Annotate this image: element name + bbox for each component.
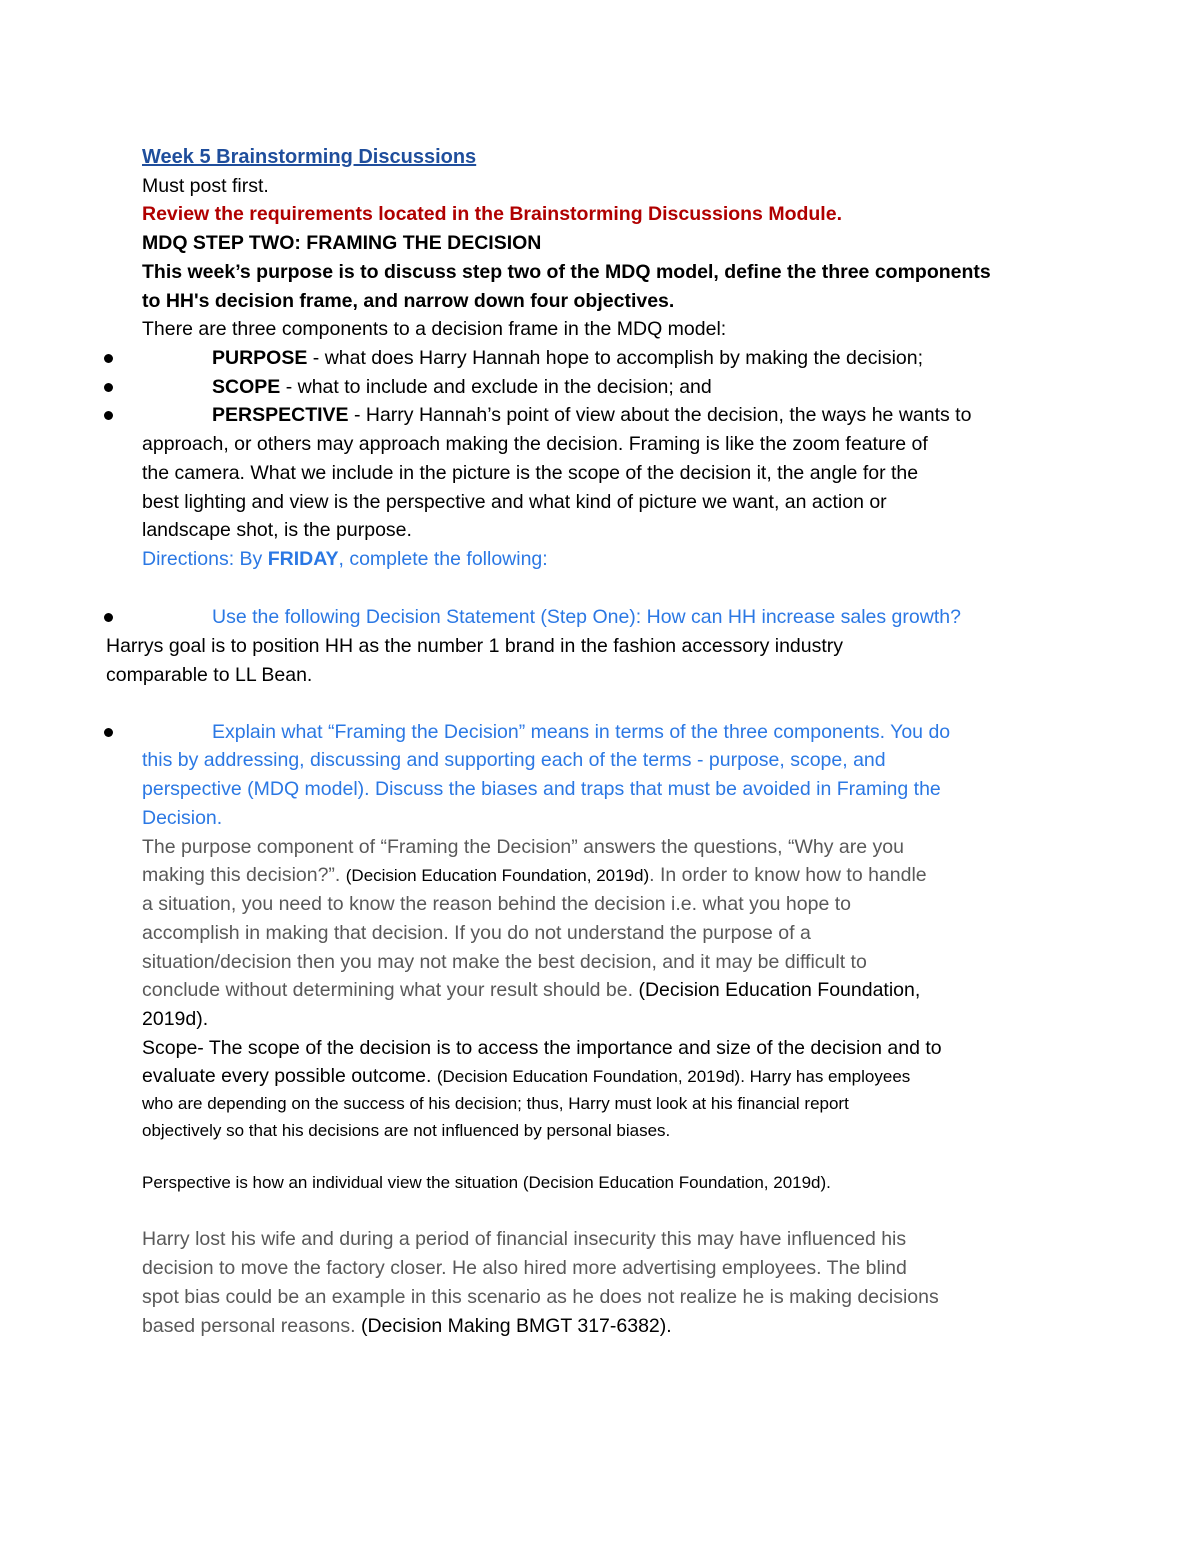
component-term: SCOPE [212, 376, 281, 398]
perspective-continued: the camera. What we include in the picture is the scope of the decision it, the angle for the [142, 462, 919, 484]
bullet-icon [104, 354, 113, 363]
scope-answer-line: objectively so that his decisions are not influenced by personal biases. [142, 1121, 671, 1140]
bullet-icon [104, 383, 113, 392]
scope-answer-line [142, 1062, 910, 1091]
purpose-answer-line: a situation, you need to know the reason behind the decision i.e. what you hope to [142, 893, 851, 915]
purpose-answer-line: 2019d). [142, 1008, 209, 1030]
task-explain-line: perspective (MDQ model). Discuss the biases and traps that must be avoided in Framing the [142, 778, 941, 800]
harry-paragraph-line [142, 1312, 672, 1340]
harry-paragraph-line: Harry lost his wife and during a period of financial insecurity this may have influenced his [142, 1228, 907, 1250]
goal-line: comparable to LL Bean. [106, 664, 313, 686]
purpose-statement-line: This week’s purpose is to discuss step two of the MDQ model, define the three components [142, 261, 991, 283]
components-intro: There are three components to a decision frame in the MDQ model: [142, 318, 727, 340]
directions-prefix: Directions: By [142, 548, 268, 570]
perspective-continued: approach, or others may approach making the decision. Framing is like the zoom feature of [142, 433, 928, 455]
bullet-icon [104, 613, 113, 622]
task-explain-line: Explain what “Framing the Decision” means in terms of the three components. You do [212, 721, 951, 743]
directions-day: FRIDAY [267, 548, 339, 570]
bullet-icon [104, 728, 113, 737]
component-term: PERSPECTIVE [212, 404, 349, 426]
purpose-answer-line [142, 861, 927, 890]
component-desc: - Harry Hannah’s point of view about the decision, the ways he wants to [348, 404, 972, 426]
answer-text: based personal reasons. [142, 1315, 361, 1337]
scope-answer-line: who are depending on the success of his decision; thus, Harry must look at his financial report [142, 1094, 849, 1113]
citation: (Decision Education Foundation, 2019d). Harry has employees [436, 1067, 911, 1086]
citation: (Decision Making BMGT 317-6382). [360, 1315, 672, 1337]
component-perspective [212, 401, 971, 429]
purpose-answer-line [142, 976, 920, 1004]
purpose-answer-line: The purpose component of “Framing the Decision” answers the questions, “Why are you [142, 836, 904, 858]
purpose-answer-line: situation/decision then you may not make the best decision, and it may be difficult to [142, 951, 867, 973]
purpose-answer-line: accomplish in making that decision. If you do not understand the purpose of a [142, 922, 811, 944]
answer-text: . In order to know how to handle [649, 864, 927, 886]
goal-line: Harrys goal is to position HH as the number 1 brand in the fashion accessory industry [106, 635, 844, 657]
purpose-statement-line: to HH's decision frame, and narrow down four objectives. [142, 290, 675, 312]
task-decision-statement: Use the following Decision Statement (Step One): How can HH increase sales growth? [212, 606, 961, 628]
answer-text: evaluate every possible outcome. [142, 1065, 437, 1087]
perspective-continued: best lighting and view is the perspective and what kind of picture we want, an action or [142, 491, 887, 513]
answer-text: conclude without determining what your result should be. [142, 979, 639, 1001]
directions [142, 545, 548, 573]
must-post-note: Must post first. [142, 175, 269, 197]
component-desc: - what to include and exclude in the decision; and [280, 376, 712, 398]
component-scope [212, 373, 712, 401]
citation: (Decision Education Foundation, 2019d) [345, 866, 650, 885]
step-heading: MDQ STEP TWO: FRAMING THE DECISION [142, 232, 542, 254]
citation: (Decision Education Foundation, [638, 979, 921, 1001]
directions-suffix: , complete the following: [338, 548, 548, 570]
harry-paragraph-line: decision to move the factory closer. He also hired more advertising employees. The blind [142, 1257, 907, 1279]
component-desc: - what does Harry Hannah hope to accomplish by making the decision; [307, 347, 924, 369]
task-explain-line: this by addressing, discussing and supporting each of the terms - purpose, scope, and [142, 749, 886, 771]
scope-answer-line: Scope- The scope of the decision is to access the importance and size of the decision and to [142, 1037, 942, 1059]
answer-text: making this decision?”. [142, 864, 346, 886]
perspective-continued: landscape shot, is the purpose. [142, 519, 412, 541]
perspective-answer: Perspective is how an individual view the situation (Decision Education Foundation, 2019d). [142, 1173, 831, 1192]
component-purpose [212, 344, 923, 372]
component-term: PURPOSE [212, 347, 308, 369]
task-explain-line: Decision. [142, 807, 223, 829]
bullet-icon [104, 411, 113, 420]
harry-paragraph-line: spot bias could be an example in this scenario as he does not realize he is making decisions [142, 1286, 939, 1308]
review-requirements: Review the requirements located in the Brainstorming Discussions Module. [142, 203, 842, 225]
page-title: Week 5 Brainstorming Discussions [142, 146, 477, 168]
